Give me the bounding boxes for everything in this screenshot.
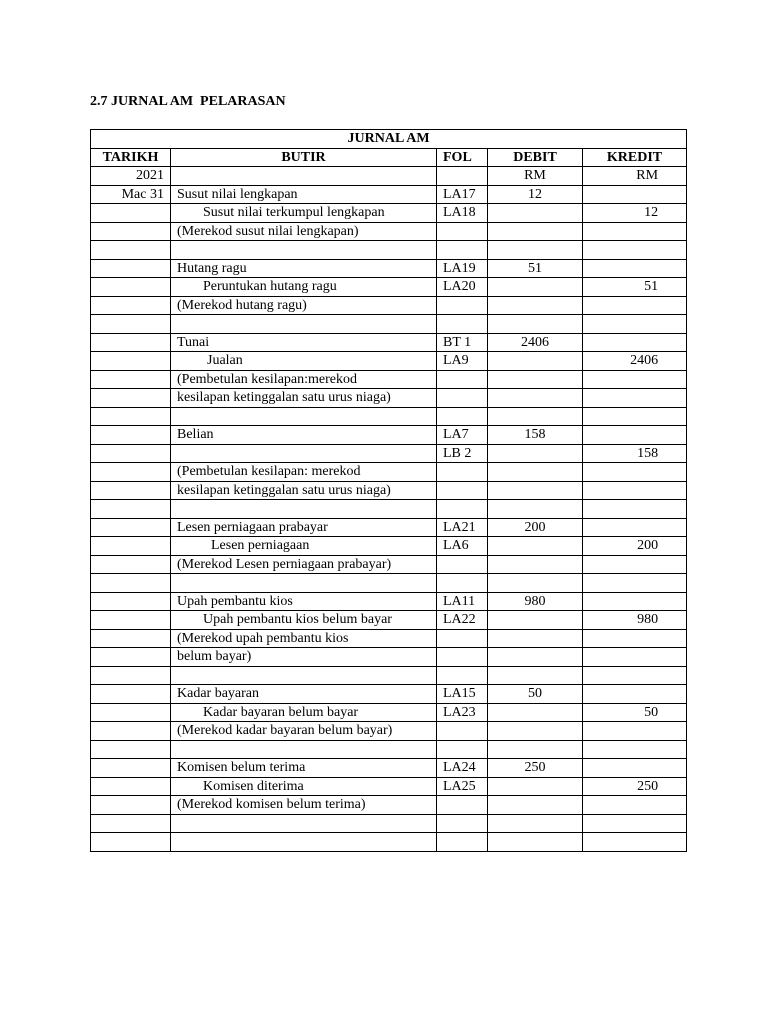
cell-debit: RM: [488, 167, 583, 186]
cell-tarikh: [91, 759, 171, 778]
cell-fol: LA6: [437, 537, 488, 556]
cell-debit: [488, 555, 583, 574]
cell-butir: [171, 666, 437, 685]
table-row: [91, 222, 687, 241]
table-row: [91, 833, 687, 852]
cell-debit: 158: [488, 426, 583, 445]
cell-fol: [437, 574, 488, 593]
table-row: [91, 629, 687, 648]
table-row: [91, 167, 687, 186]
table-row: [91, 204, 687, 223]
cell-butir: [171, 740, 437, 759]
table-header-row: [91, 148, 687, 167]
cell-tarikh: [91, 611, 171, 630]
cell-debit: 2406: [488, 333, 583, 352]
cell-fol: LB 2: [437, 444, 488, 463]
table-row: [91, 352, 687, 371]
cell-tarikh: [91, 407, 171, 426]
cell-fol: LA22: [437, 611, 488, 630]
table-row: [91, 722, 687, 741]
cell-butir: (Merekod kadar bayaran belum bayar): [171, 722, 437, 741]
cell-debit: [488, 740, 583, 759]
cell-tarikh: [91, 685, 171, 704]
cell-butir: Belian: [171, 426, 437, 445]
table-row: [91, 315, 687, 334]
cell-kredit: [583, 740, 687, 759]
table-row: [91, 500, 687, 519]
table-row: [91, 796, 687, 815]
cell-debit: [488, 278, 583, 297]
cell-fol: [437, 740, 488, 759]
cell-kredit: [583, 407, 687, 426]
page-heading: 2.7 JURNAL AM PELARASAN: [90, 94, 286, 109]
table-title: JURNAL AM: [91, 130, 687, 149]
cell-tarikh: [91, 259, 171, 278]
cell-tarikh: [91, 722, 171, 741]
cell-debit: 200: [488, 518, 583, 537]
cell-kredit: 980: [583, 611, 687, 630]
cell-kredit: [583, 629, 687, 648]
cell-kredit: 2406: [583, 352, 687, 371]
cell-tarikh: [91, 777, 171, 796]
cell-debit: [488, 296, 583, 315]
cell-butir: (Pembetulan kesilapan:merekod: [171, 370, 437, 389]
cell-debit: [488, 444, 583, 463]
cell-kredit: [583, 574, 687, 593]
cell-kredit: [583, 315, 687, 334]
cell-fol: LA11: [437, 592, 488, 611]
cell-tarikh: [91, 389, 171, 408]
cell-kredit: [583, 796, 687, 815]
cell-tarikh: 2021: [91, 167, 171, 186]
table-row: [91, 537, 687, 556]
cell-kredit: [583, 518, 687, 537]
table-row: [91, 685, 687, 704]
cell-debit: [488, 629, 583, 648]
cell-butir: [171, 833, 437, 852]
cell-tarikh: [91, 426, 171, 445]
cell-kredit: 12: [583, 204, 687, 223]
cell-fol: LA7: [437, 426, 488, 445]
cell-fol: LA21: [437, 518, 488, 537]
table-row: [91, 481, 687, 500]
cell-butir: Komisen diterima: [171, 777, 437, 796]
cell-kredit: [583, 759, 687, 778]
cell-butir: [171, 167, 437, 186]
cell-debit: [488, 500, 583, 519]
table-row: [91, 407, 687, 426]
cell-kredit: [583, 555, 687, 574]
cell-fol: LA23: [437, 703, 488, 722]
header-butir: BUTIR: [171, 148, 437, 167]
cell-kredit: [583, 500, 687, 519]
table-row: [91, 648, 687, 667]
cell-fol: BT 1: [437, 333, 488, 352]
cell-tarikh: [91, 481, 171, 500]
cell-kredit: [583, 648, 687, 667]
cell-butir: Komisen belum terima: [171, 759, 437, 778]
cell-kredit: 200: [583, 537, 687, 556]
cell-kredit: [583, 685, 687, 704]
cell-tarikh: [91, 833, 171, 852]
cell-kredit: [583, 666, 687, 685]
cell-fol: [437, 315, 488, 334]
cell-debit: [488, 814, 583, 833]
cell-kredit: 50: [583, 703, 687, 722]
cell-tarikh: Mac 31: [91, 185, 171, 204]
cell-debit: [488, 389, 583, 408]
cell-tarikh: [91, 648, 171, 667]
cell-fol: [437, 722, 488, 741]
cell-fol: [437, 241, 488, 260]
cell-butir: [171, 574, 437, 593]
cell-butir: Upah pembantu kios belum bayar: [171, 611, 437, 630]
cell-fol: LA25: [437, 777, 488, 796]
journal-table: [90, 129, 687, 852]
cell-butir: [171, 500, 437, 519]
cell-debit: [488, 463, 583, 482]
cell-debit: [488, 481, 583, 500]
cell-fol: [437, 629, 488, 648]
cell-butir: Peruntukan hutang ragu: [171, 278, 437, 297]
cell-kredit: [583, 370, 687, 389]
table-row: [91, 740, 687, 759]
cell-debit: [488, 222, 583, 241]
cell-debit: [488, 611, 583, 630]
cell-tarikh: [91, 814, 171, 833]
cell-kredit: [583, 592, 687, 611]
cell-tarikh: [91, 518, 171, 537]
cell-kredit: [583, 722, 687, 741]
table-row: [91, 592, 687, 611]
cell-fol: [437, 648, 488, 667]
cell-butir: (Merekod hutang ragu): [171, 296, 437, 315]
cell-butir: kesilapan ketinggalan satu urus niaga): [171, 481, 437, 500]
cell-butir: (Merekod Lesen perniagaan prabayar): [171, 555, 437, 574]
cell-kredit: RM: [583, 167, 687, 186]
table-row: [91, 278, 687, 297]
table-row: [91, 259, 687, 278]
cell-tarikh: [91, 352, 171, 371]
cell-debit: 12: [488, 185, 583, 204]
cell-tarikh: [91, 463, 171, 482]
cell-kredit: [583, 463, 687, 482]
cell-fol: LA17: [437, 185, 488, 204]
cell-debit: [488, 407, 583, 426]
cell-debit: [488, 703, 583, 722]
cell-butir: [171, 407, 437, 426]
cell-tarikh: [91, 315, 171, 334]
cell-butir: Susut nilai lengkapan: [171, 185, 437, 204]
cell-fol: [437, 222, 488, 241]
table-row: [91, 463, 687, 482]
cell-debit: [488, 796, 583, 815]
cell-kredit: 158: [583, 444, 687, 463]
cell-fol: [437, 481, 488, 500]
cell-butir: Lesen perniagaan: [171, 537, 437, 556]
cell-tarikh: [91, 278, 171, 297]
cell-debit: [488, 241, 583, 260]
cell-fol: LA9: [437, 352, 488, 371]
cell-butir: [171, 241, 437, 260]
cell-fol: [437, 370, 488, 389]
cell-fol: [437, 814, 488, 833]
cell-fol: [437, 389, 488, 408]
cell-kredit: [583, 333, 687, 352]
cell-tarikh: [91, 703, 171, 722]
cell-butir: [171, 444, 437, 463]
cell-fol: [437, 666, 488, 685]
table-row: [91, 777, 687, 796]
cell-tarikh: [91, 537, 171, 556]
cell-butir: Kadar bayaran: [171, 685, 437, 704]
cell-tarikh: [91, 500, 171, 519]
cell-fol: [437, 296, 488, 315]
cell-butir: Lesen perniagaan prabayar: [171, 518, 437, 537]
table-row: [91, 296, 687, 315]
cell-kredit: [583, 241, 687, 260]
cell-butir: Hutang ragu: [171, 259, 437, 278]
cell-butir: (Merekod upah pembantu kios: [171, 629, 437, 648]
table-row: [91, 574, 687, 593]
cell-fol: [437, 463, 488, 482]
cell-debit: [488, 833, 583, 852]
cell-fol: LA19: [437, 259, 488, 278]
cell-tarikh: [91, 370, 171, 389]
cell-tarikh: [91, 740, 171, 759]
table-row: [91, 241, 687, 260]
cell-debit: [488, 204, 583, 223]
cell-fol: [437, 796, 488, 815]
cell-fol: [437, 167, 488, 186]
cell-fol: [437, 500, 488, 519]
cell-tarikh: [91, 796, 171, 815]
cell-tarikh: [91, 444, 171, 463]
cell-fol: [437, 407, 488, 426]
header-kredit: KREDIT: [583, 148, 687, 167]
header-tarikh: TARIKH: [91, 148, 171, 167]
cell-fol: LA18: [437, 204, 488, 223]
cell-fol: LA15: [437, 685, 488, 704]
cell-butir: Susut nilai terkumpul lengkapan: [171, 204, 437, 223]
cell-butir: Upah pembantu kios: [171, 592, 437, 611]
cell-kredit: [583, 426, 687, 445]
cell-debit: 250: [488, 759, 583, 778]
cell-debit: 980: [488, 592, 583, 611]
cell-tarikh: [91, 241, 171, 260]
cell-tarikh: [91, 222, 171, 241]
cell-fol: [437, 555, 488, 574]
cell-debit: [488, 574, 583, 593]
cell-kredit: [583, 481, 687, 500]
cell-butir: (Pembetulan kesilapan: merekod: [171, 463, 437, 482]
cell-debit: [488, 537, 583, 556]
cell-kredit: [583, 814, 687, 833]
cell-kredit: 250: [583, 777, 687, 796]
cell-fol: LA20: [437, 278, 488, 297]
cell-butir: Jualan: [171, 352, 437, 371]
cell-butir: (Merekod susut nilai lengkapan): [171, 222, 437, 241]
table-row: [91, 426, 687, 445]
table-row: [91, 185, 687, 204]
cell-butir: kesilapan ketinggalan satu urus niaga): [171, 389, 437, 408]
cell-debit: [488, 666, 583, 685]
cell-kredit: [583, 389, 687, 408]
cell-debit: [488, 648, 583, 667]
cell-tarikh: [91, 629, 171, 648]
journal-body: [91, 167, 687, 852]
cell-kredit: [583, 296, 687, 315]
cell-fol: LA24: [437, 759, 488, 778]
cell-debit: 51: [488, 259, 583, 278]
header-fol: FOL: [437, 148, 488, 167]
table-row: [91, 389, 687, 408]
header-debit: DEBIT: [488, 148, 583, 167]
cell-tarikh: [91, 574, 171, 593]
cell-butir: [171, 315, 437, 334]
table-row: [91, 814, 687, 833]
cell-butir: [171, 814, 437, 833]
table-row: [91, 555, 687, 574]
cell-butir: Kadar bayaran belum bayar: [171, 703, 437, 722]
cell-butir: Tunai: [171, 333, 437, 352]
table-row: [91, 703, 687, 722]
cell-debit: [488, 722, 583, 741]
cell-debit: 50: [488, 685, 583, 704]
cell-debit: [488, 777, 583, 796]
table-row: [91, 759, 687, 778]
table-row: [91, 444, 687, 463]
cell-debit: [488, 315, 583, 334]
cell-tarikh: [91, 555, 171, 574]
cell-tarikh: [91, 666, 171, 685]
cell-kredit: 51: [583, 278, 687, 297]
cell-butir: belum bayar): [171, 648, 437, 667]
cell-debit: [488, 352, 583, 371]
cell-fol: [437, 833, 488, 852]
table-row: [91, 370, 687, 389]
cell-kredit: [583, 259, 687, 278]
cell-butir: (Merekod komisen belum terima): [171, 796, 437, 815]
cell-debit: [488, 370, 583, 389]
cell-tarikh: [91, 204, 171, 223]
table-row: [91, 518, 687, 537]
table-row: [91, 333, 687, 352]
table-row: [91, 666, 687, 685]
cell-tarikh: [91, 333, 171, 352]
cell-kredit: [583, 833, 687, 852]
cell-tarikh: [91, 296, 171, 315]
table-title-row: [91, 130, 687, 149]
table-row: [91, 611, 687, 630]
cell-kredit: [583, 185, 687, 204]
cell-tarikh: [91, 592, 171, 611]
cell-kredit: [583, 222, 687, 241]
